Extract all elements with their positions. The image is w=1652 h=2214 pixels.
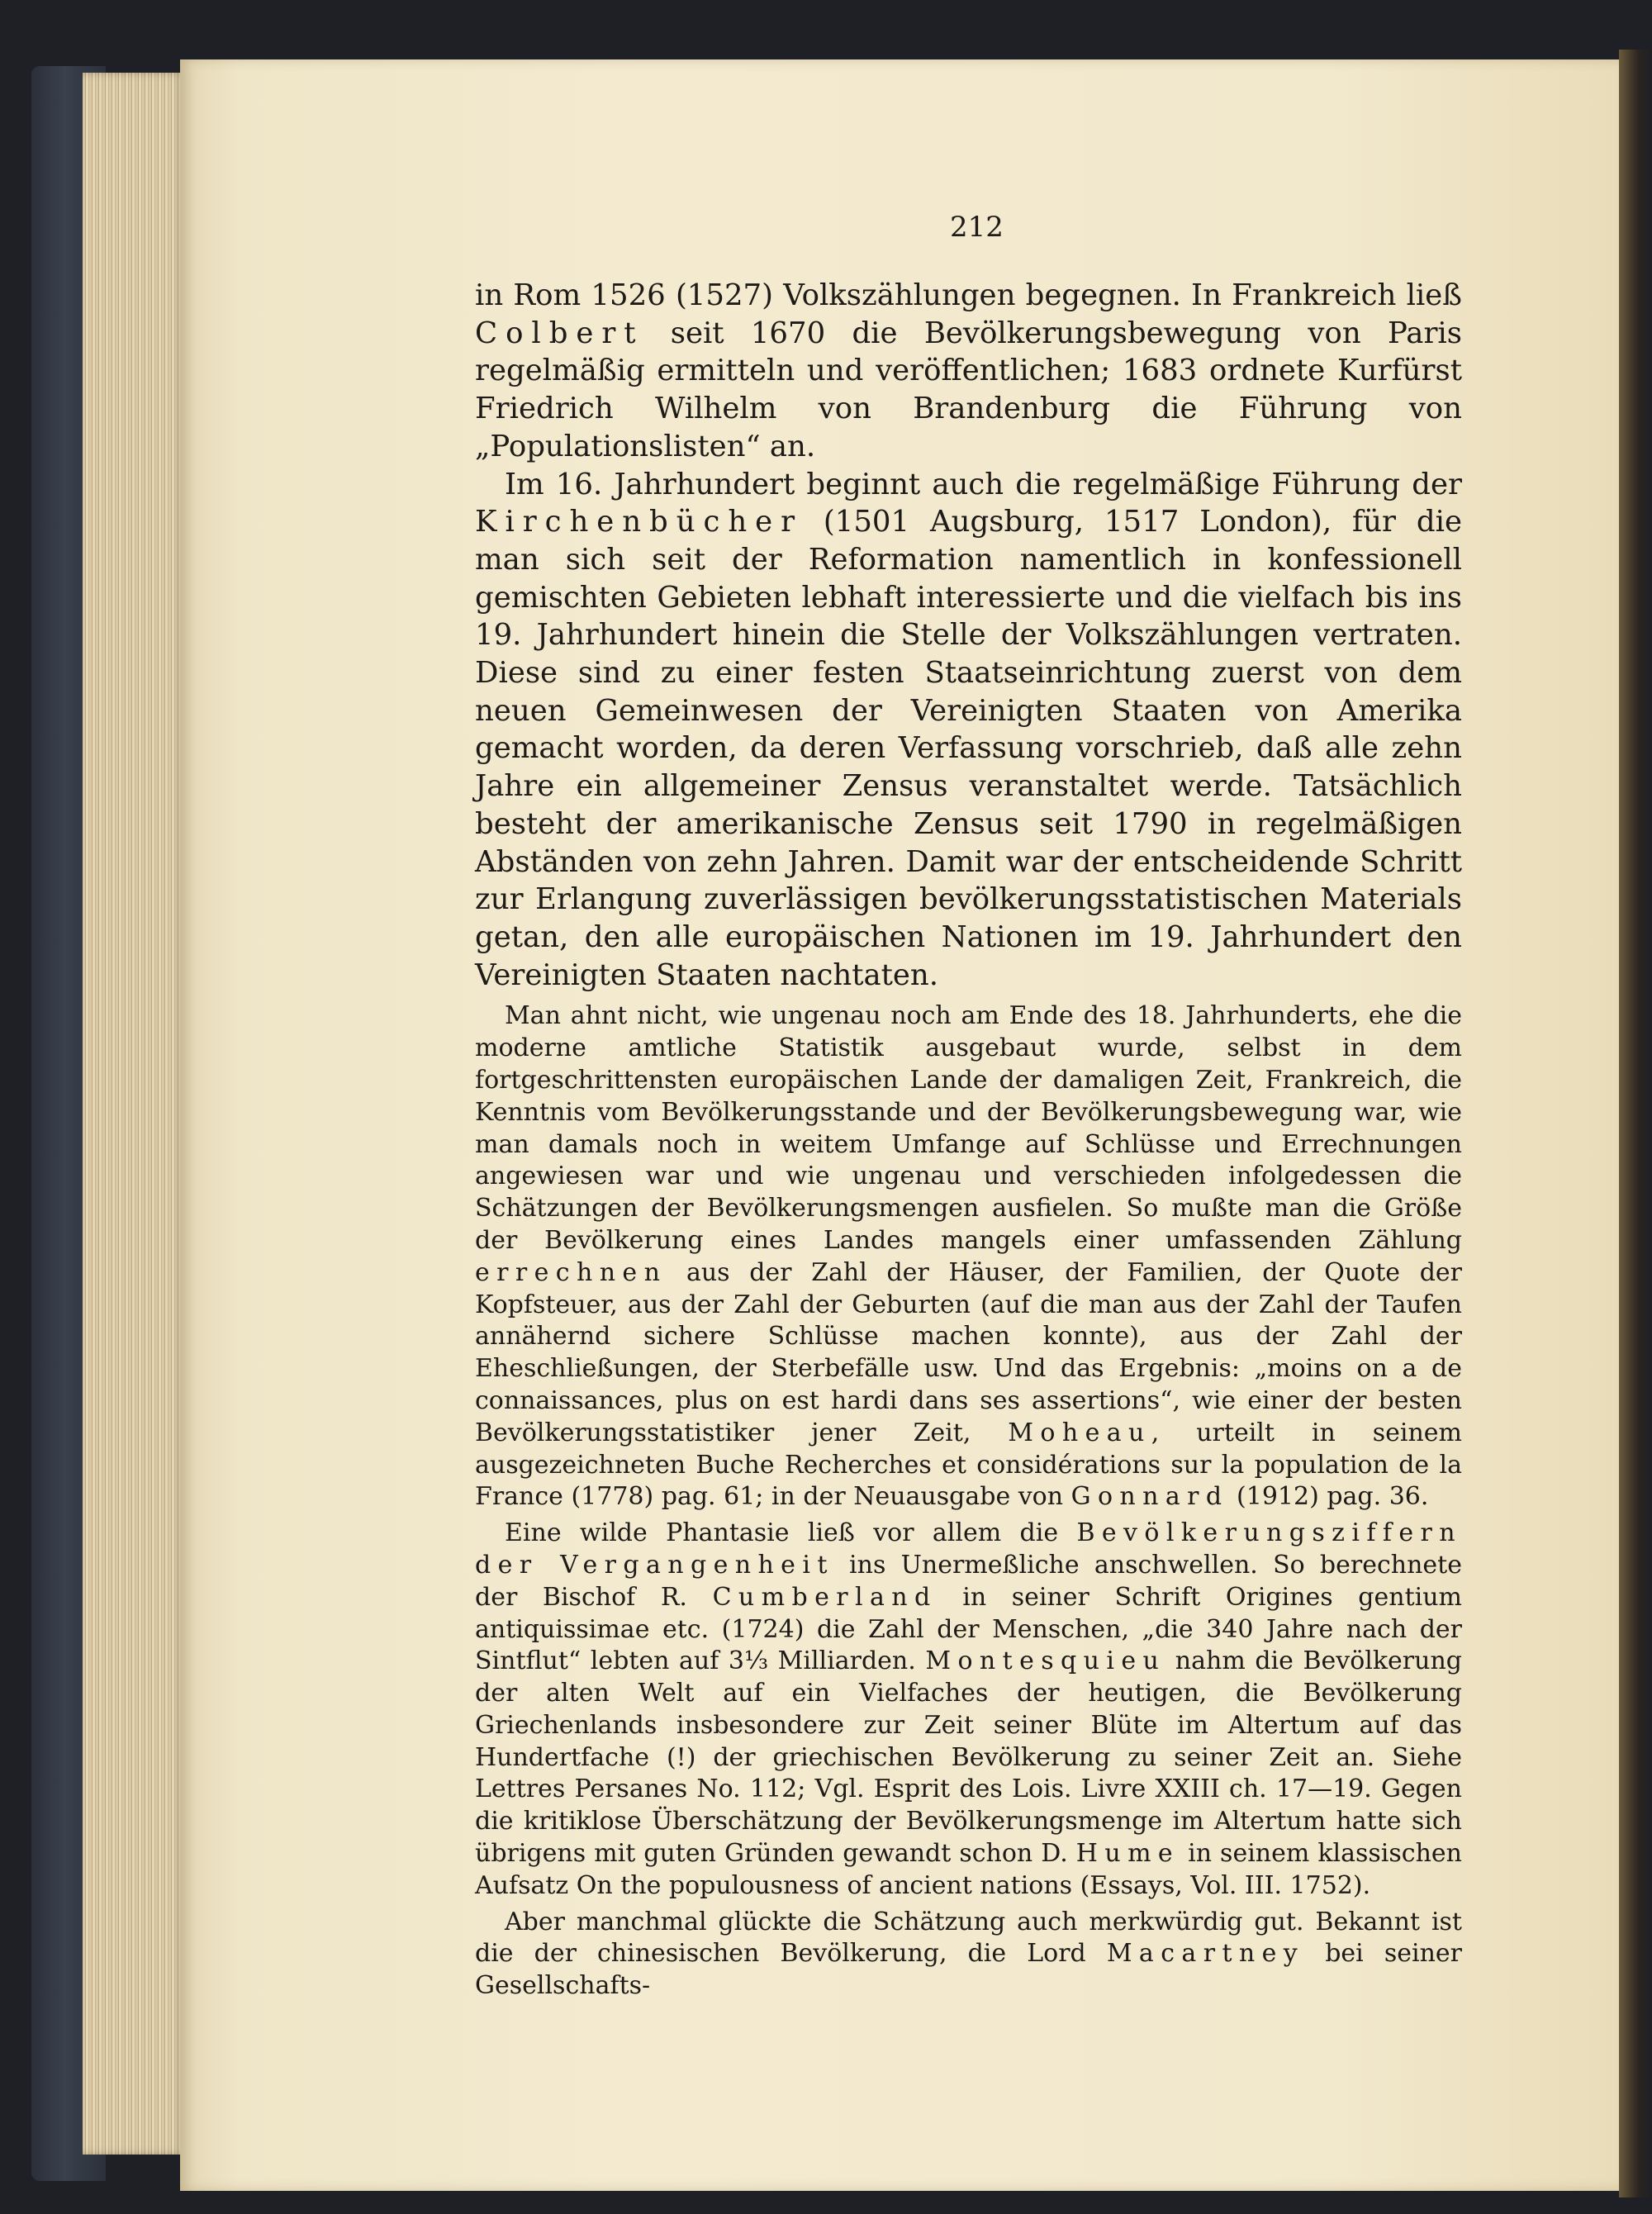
text-run: bei seiner Gesellschafts- [475,1939,1462,2001]
spaced-name: Moheau [1008,1418,1151,1447]
spaced-name: errechnen [475,1257,667,1287]
paragraph-zaehlungen-colbert [475,277,1462,466]
text-run: aus der Zahl der Häuser, der Familien, der Quote der Kopfsteuer, aus der Zahl der Geburten (auf die man aus der Zahl der Taufen annähernd sichere Schlüsse machen konnte), aus der Zahl der Eheschließungen, der Sterbefälle usw. Und das Ergebnis: „moins on a de connaissances, plus on est hardi dans ses assertions“, wie einer der besten Bevölkerungsstatistiker jener Zeit, [475,1257,1462,1447]
text-block [475,211,1462,2003]
text-run: in seinem klassischen Aufsatz On the populousness of ancient nations (Essays, Vol. III. 1752). [475,1839,1462,1900]
text-run: , urteilt in seinem ausgezeichneten Buche Recherches et considérations sur la population de la France (1778) pag. 61; in der Neuausgabe von [475,1418,1463,1512]
text-run: seit 1670 die Bevölkerungsbewegung von Paris regelmäßig ermitteln und veröffentlichen; 1683 ordnete Kurfürst Friedrich Wilhelm von Brandenburg die Führung von „Populationslisten“ an. [475,316,1462,463]
spaced-name: Kirchenbücher [475,505,803,539]
text-run: nahm die Bevölkerung der alten Welt auf ein Vielfaches der heutigen, die Bevölkerung Griechenlands insbesondere zur Zeit seiner Blüte im Altertum auf das Hundertfache (!) der griechischen Bevölkerung zu seiner Zeit an. Siehe Lettres Persanes No. 112; Vgl. Esprit des Lois. Livre XXIII ch. 17—19. Gegen die kritiklose Überschätzung der Bevölkerungsmenge im Altertum hatte sich übrigens mit guten Gründen gewandt schon D. [475,1646,1462,1869]
text-run: Man ahnt nicht, wie ungenau noch am Ende des 18. Jahrhunderts, ehe die moderne amtliche Statistik ausgebaut wurde, selbst in dem fortgeschrittensten europäischen Lande der damaligen Zeit, Frankreich, die Kenntnis vom Bevölkerungsstande und der Bevölkerungsbewegung war, wie man damals noch in weitem Umfange auf Schlüsse und Errechnungen angewiesen war und wie ungenau und verschieden infolgedessen die Schätzungen der Bevölkerungsmengen ausfielen. So mußte man die Größe der Bevölkerung eines Landes mangels einer umfassenden Zählung [475,1001,1462,1255]
page-edges [83,73,186,2155]
text-run: in seiner Schrift Origines gentium antiquissimae etc. (1724) die Zahl der Menschen, „die 340 Jahre nach der Sintflut“ lebten auf 3⅓ Milliarden. [475,1582,1462,1676]
text-run: Im 16. Jahrhundert beginnt auch die regelmäßige Führung der [505,467,1462,501]
paragraph-kirchenbuecher [475,466,1462,995]
spaced-name: Bevölkerungsziffern der Vergangenheit [475,1518,1462,1580]
spaced-name: Cumberland [712,1582,938,1612]
paragraph-ungenauigkeit [475,1000,1462,1513]
text-run: (1912) pag. 36. [1228,1482,1429,1512]
paragraphs [475,277,1462,2003]
spaced-name: Macartney [1106,1939,1305,1969]
spaced-name: Montesquieu [925,1646,1166,1676]
text-run: ins Unermeßliche anschwellen. So berechnete der Bischof R. [475,1550,1462,1612]
text-run: (1501 Augsburg, 1517 London), für die man sich seit der Reformation namentlich in konfessionell gemischten Gebieten lebhaft interessierte und die vielfach bis ins 19. Jahrhundert hinein die Stelle der Volkszählungen vertraten. Diese sind zu einer festen Staatseinrichtung zuerst von dem neuen Gemeinwesen der Vereinigten Staaten von Amerika gemacht worden, da deren Verfassung vorschrieb, daß alle zehn Jahre ein allgemeiner Zensus veranstaltet werde. Tatsächlich besteht der amerikanische Zensus seit 1790 in regelmäßigen Abständen von zehn Jahren. Damit war der entscheidende Schritt zur Erlangung zuverlässigen bevölkerungsstatistischen Materials getan, den alle europäischen Nationen im 19. Jahrhundert den Vereinigten Staaten nachtaten. [475,505,1462,992]
spaced-name: Colbert [475,316,644,350]
book-gutter [1619,50,1652,2197]
spaced-name: Hume [1075,1839,1180,1869]
page-number: 212 [950,211,1004,244]
text-run: Eine wilde Phantasie ließ vor allem die [505,1518,1077,1548]
text-run: Aber manchmal glückte die Schätzung auch merkwürdig gut. Bekannt ist die der chinesischen Bevölkerung, die Lord [475,1907,1462,1969]
paragraph-macartney [475,1907,1462,2003]
text-run: in Rom 1526 (1527) Volkszählungen begegnen. In Frankreich ließ [475,278,1462,312]
spaced-name: Gonnard [1070,1482,1229,1512]
paragraph-phantasie [475,1518,1462,1903]
